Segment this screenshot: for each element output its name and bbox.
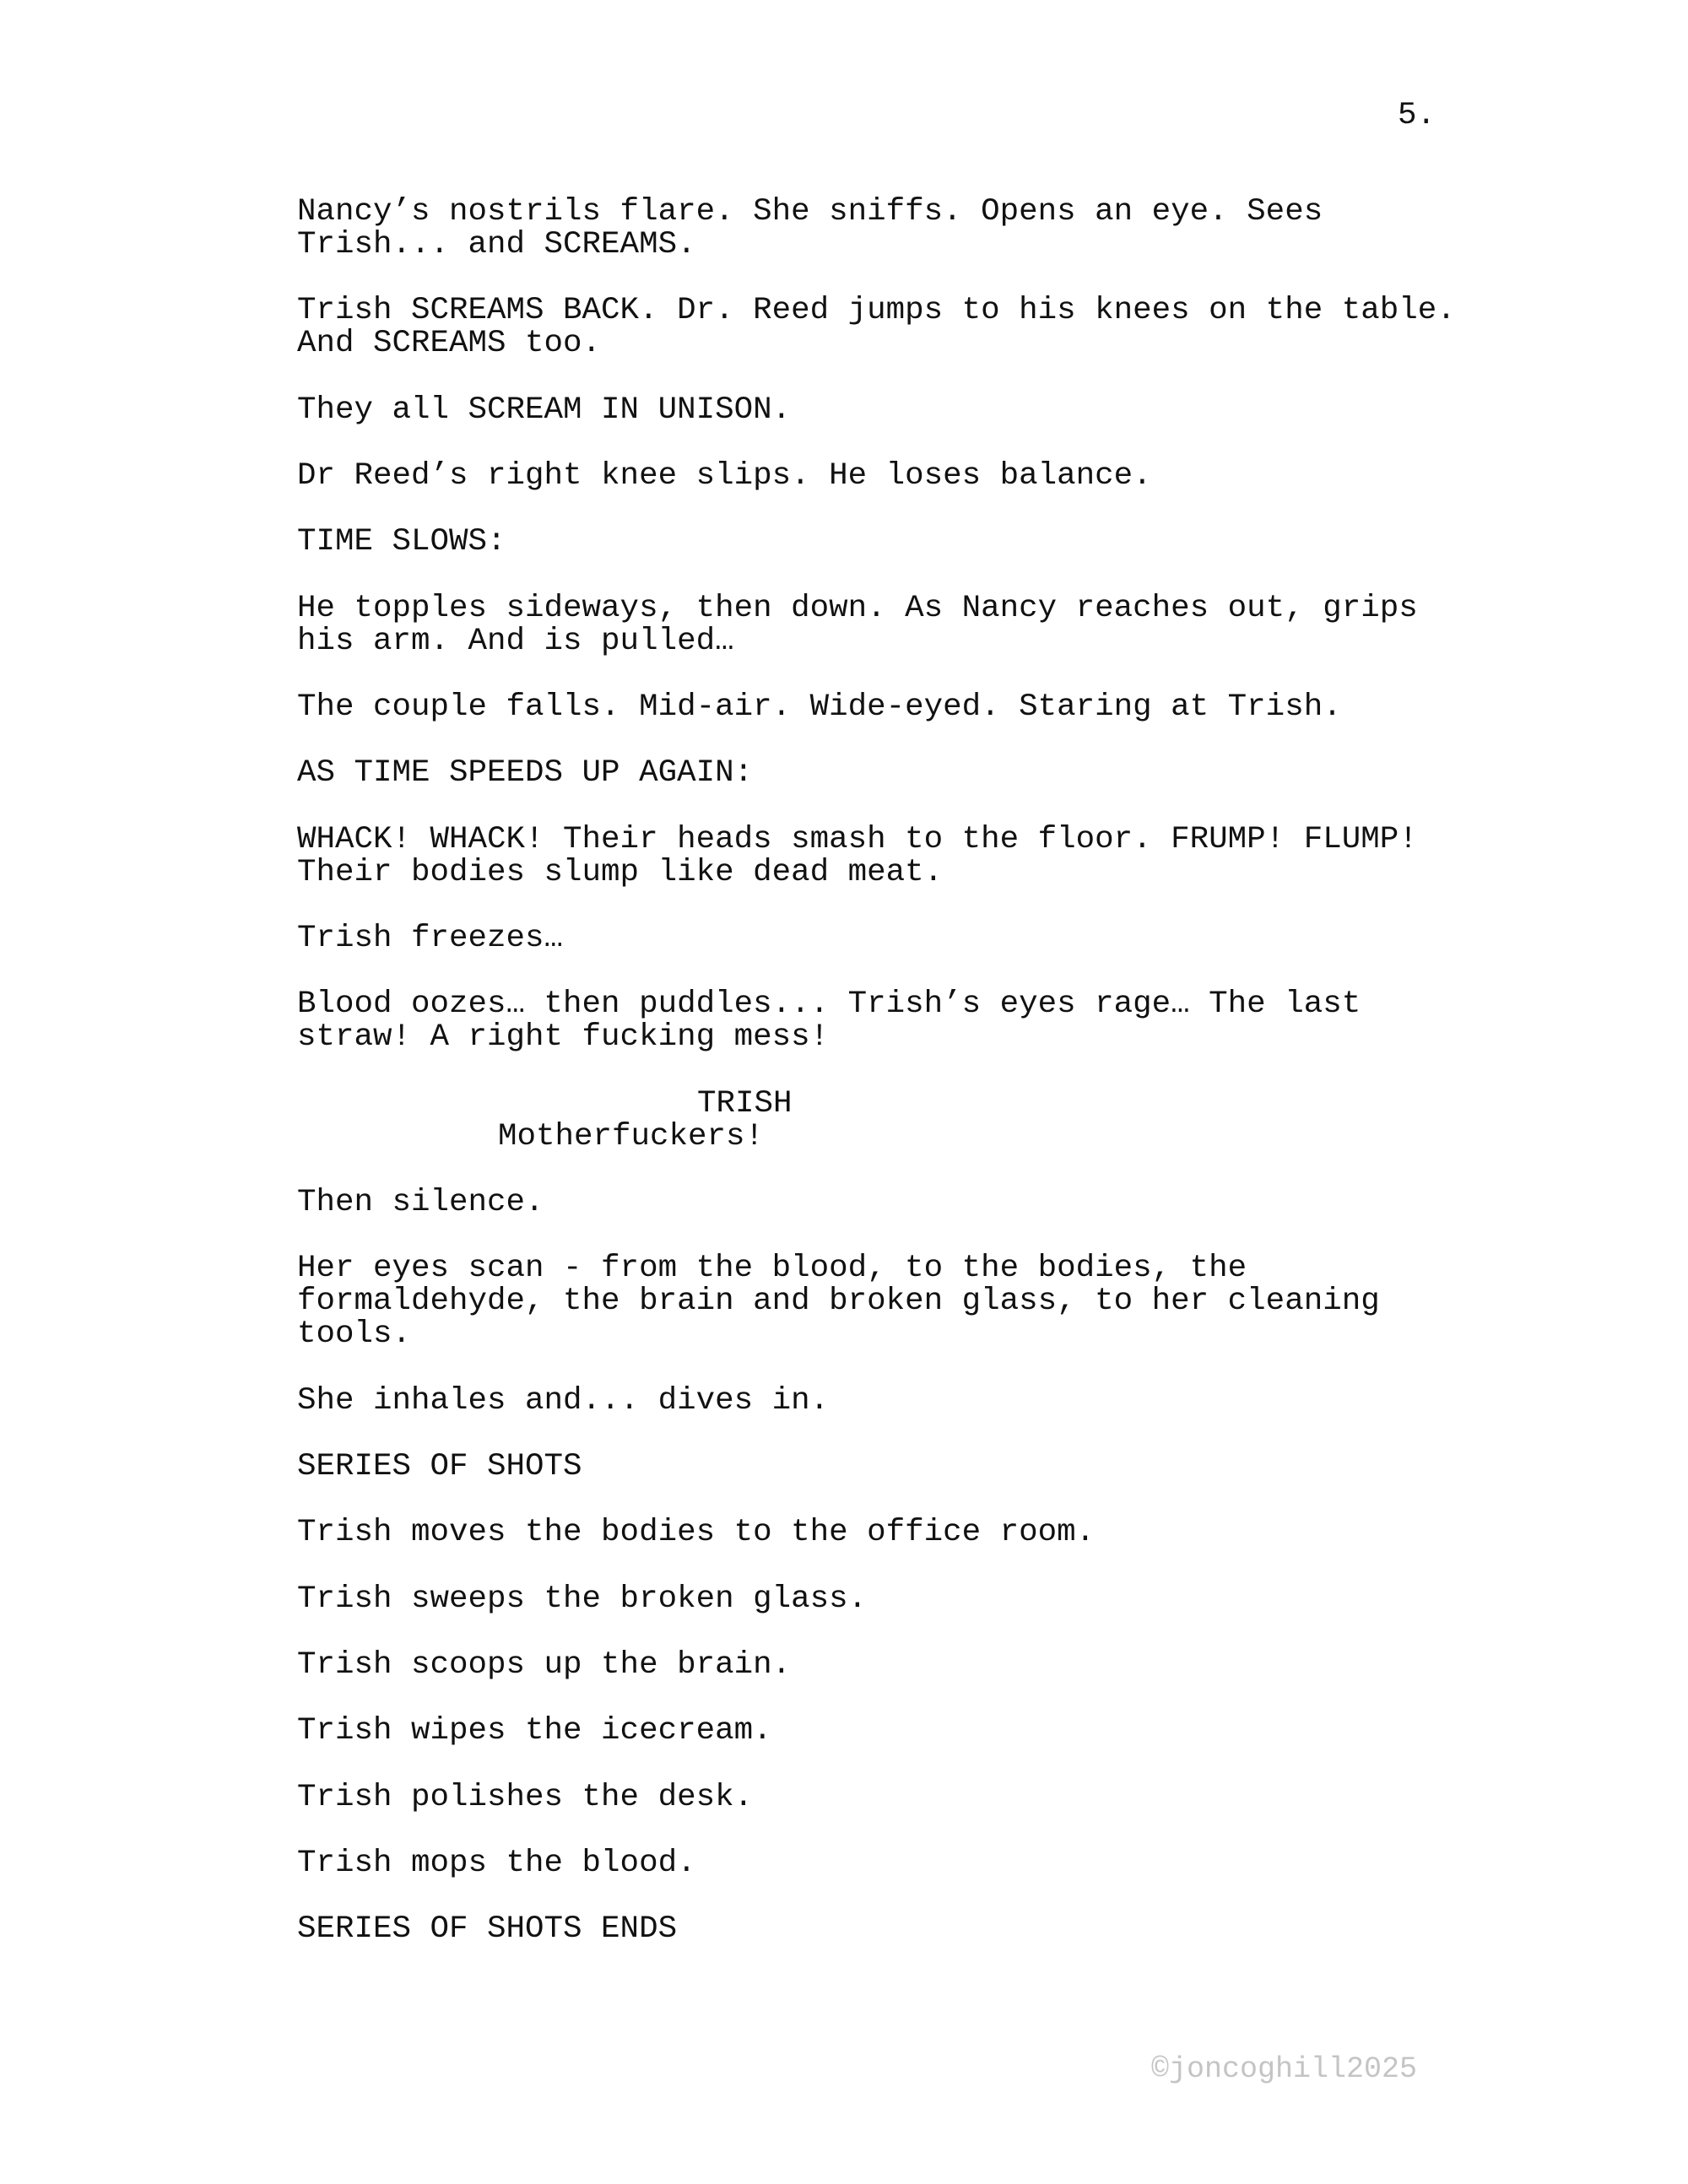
- dialogue-line: Motherfuckers!: [498, 1119, 765, 1154]
- shot-line: Trish polishes the desk.: [297, 1780, 754, 1815]
- action-line: Nancy’s nostrils flare. She sniffs. Opens an eye. Sees: [297, 194, 1323, 230]
- action-line: Her eyes scan - from the blood, to the bodies, the: [297, 1251, 1247, 1286]
- action-line: tools.: [297, 1316, 412, 1352]
- action-line: Their bodies slump like dead meat.: [297, 855, 944, 890]
- shot-line: Trish scoops up the brain.: [297, 1647, 792, 1683]
- action-line: The couple falls. Mid-air. Wide-eyed. Staring at Trish.: [297, 689, 1342, 725]
- action-line: his arm. And is pulled…: [297, 624, 734, 659]
- action-line: Dr Reed’s right knee slips. He loses balance.: [297, 458, 1152, 494]
- transition-line: TIME SLOWS:: [297, 524, 506, 560]
- action-line: She inhales and... dives in.: [297, 1383, 830, 1419]
- copyright-watermark: ©joncoghill2025: [1151, 2052, 1418, 2086]
- character-name: TRISH: [697, 1086, 793, 1122]
- action-line: WHACK! WHACK! Their heads smash to the floor. FRUMP! FLUMP!: [297, 822, 1418, 857]
- action-line: He topples sideways, then down. As Nancy reaches out, grips: [297, 591, 1418, 626]
- action-line: And SCREAMS too.: [297, 326, 602, 361]
- action-line: Trish freezes…: [297, 921, 564, 956]
- action-line: Blood oozes… then puddles... Trish’s eyes rage… The last: [297, 987, 1361, 1022]
- series-end-heading: SERIES OF SHOTS ENDS: [297, 1911, 678, 1947]
- action-line: They all SCREAM IN UNISON.: [297, 392, 792, 428]
- action-line: Trish... and SCREAMS.: [297, 227, 696, 262]
- action-line: Then silence.: [297, 1185, 544, 1220]
- action-line: formaldehyde, the brain and broken glass, to her cleaning: [297, 1284, 1380, 1319]
- action-line: Trish SCREAMS BACK. Dr. Reed jumps to his knees on the table.: [297, 293, 1456, 328]
- shot-line: Trish wipes the icecream.: [297, 1713, 772, 1749]
- series-heading: SERIES OF SHOTS: [297, 1449, 582, 1484]
- shot-line: Trish mops the blood.: [297, 1846, 696, 1881]
- shot-line: Trish sweeps the broken glass.: [297, 1581, 868, 1617]
- action-line: straw! A right fucking mess!: [297, 1019, 830, 1055]
- transition-line: AS TIME SPEEDS UP AGAIN:: [297, 755, 754, 791]
- shot-line: Trish moves the bodies to the office room.: [297, 1515, 1096, 1550]
- page-number: 5.: [1398, 98, 1436, 133]
